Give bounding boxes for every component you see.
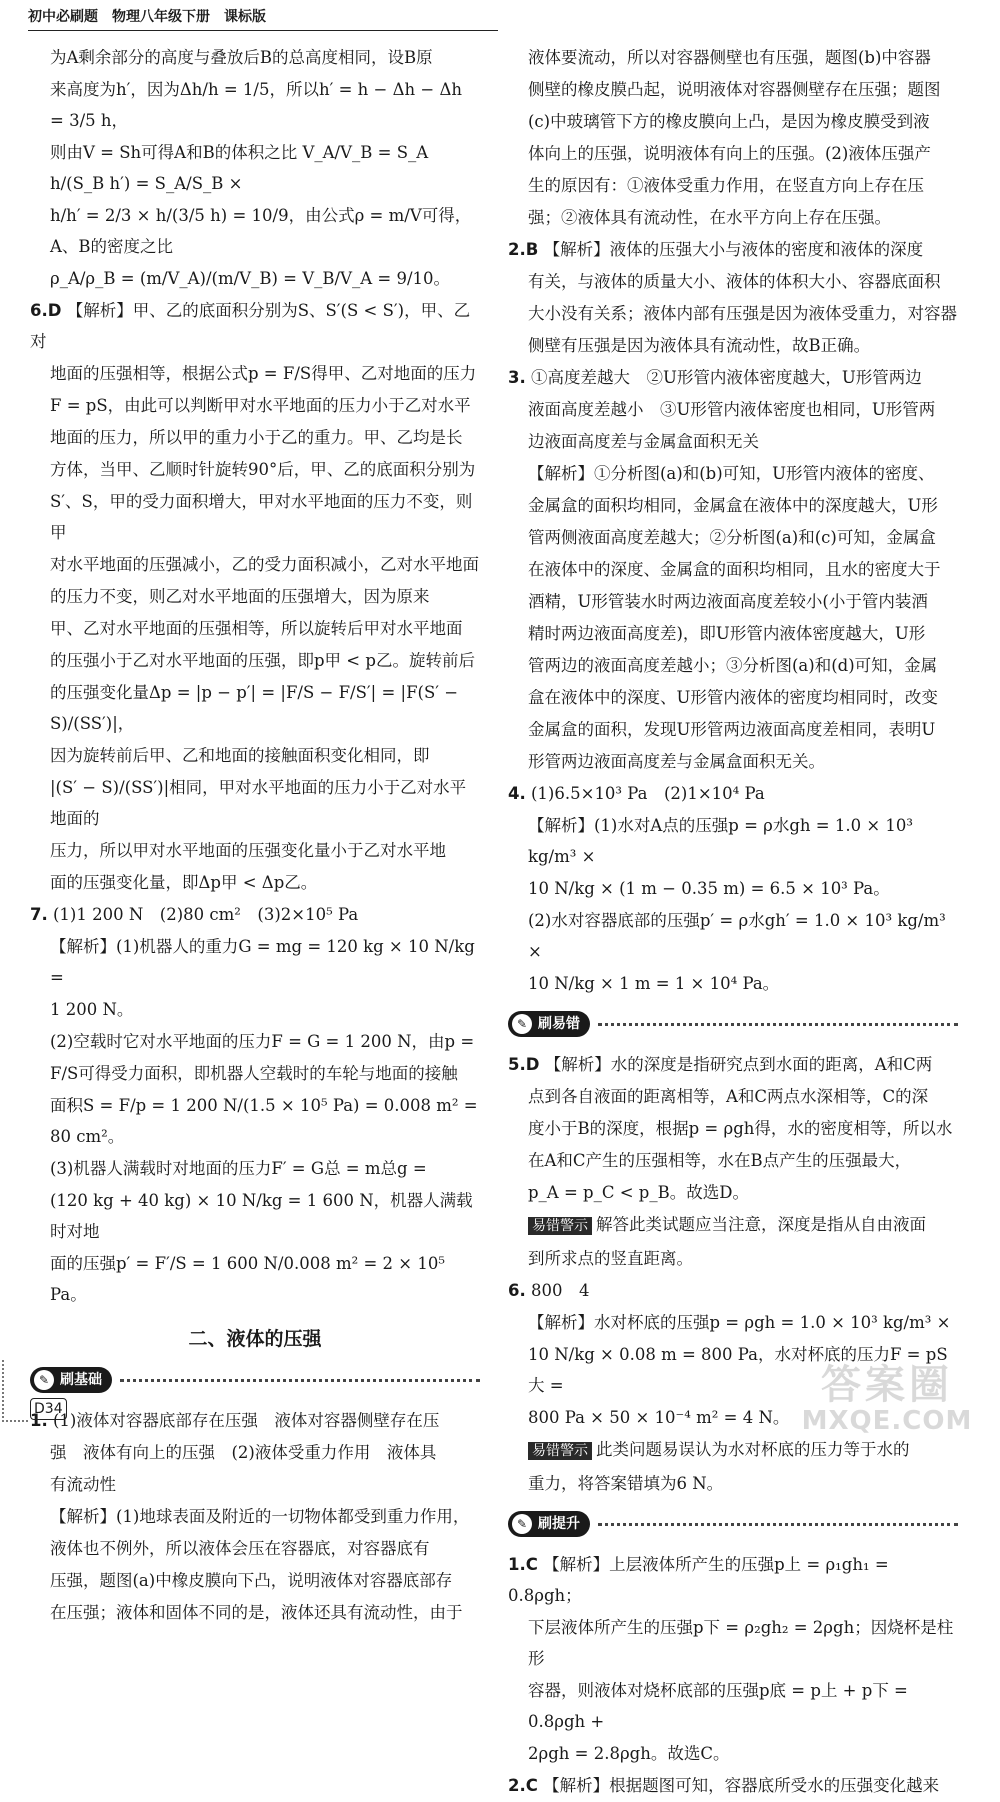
text-line: 在压强；液体和固体不同的是，液体还具有流动性，由于 — [50, 1603, 463, 1622]
answer-item — [508, 1275, 958, 1306]
text-line: (2)水对容器底部的压强p′ = ρ水gh′ = 1.0 × 10³ kg/m³ × — [528, 911, 946, 961]
banner-label: 刷易错 — [538, 1015, 580, 1032]
left-column — [30, 42, 480, 1629]
text-line: 在液体中的深度、金属盒的面积均相同，且水的密度大于 — [528, 560, 941, 579]
text-line: 地面的压强相等，根据公式p = F/S得甲、乙对地面的压力 — [50, 364, 477, 383]
text-line: 重力，将答案错填为6 N。 — [528, 1474, 724, 1493]
watermark-bottom: MXQE.COM — [801, 1406, 973, 1436]
text-line: 【解析】(1)机器人的重力G = mg = 120 kg × 10 N/kg = — [50, 937, 475, 987]
warning-note — [508, 1434, 958, 1467]
brush-icon: ✎ — [34, 1370, 54, 1390]
banner-badge — [508, 1011, 590, 1037]
section-title: 二、液体的压强 — [188, 1328, 322, 1350]
banner-label: 刷基础 — [60, 1371, 102, 1388]
text-line: 有关，与液体的质量大小、液体的体积大小、容器底面积 — [528, 272, 941, 291]
text-line: 形管两边液面高度差与金属盒面积无关。 — [528, 752, 825, 771]
text-line: 压力，所以甲对水平地面的压强变化量小于乙对水平地 — [50, 841, 446, 860]
right-column — [508, 42, 958, 1802]
text-line: 体向上的压强，说明液体有向上的压强。(2)液体压强产 — [528, 144, 931, 163]
dotted-rule — [598, 1023, 958, 1026]
answer-text: 【解析】根据题图可知，容器底所受水的压强变化越来 — [543, 1776, 940, 1795]
text-line: 方体，当甲、乙顺时针旋转90°后，甲、乙的底面积分别为 — [50, 460, 476, 479]
text-line: |(S′ − S)/(SS′)|相同，甲对水平地面的压力小于乙对水平地面的 — [50, 778, 467, 828]
question-number: 1.C — [508, 1555, 538, 1574]
text-line: 的压强小于乙对水平地面的压强，即p甲 < p乙。旋转前后 — [50, 651, 475, 670]
text-line: 面积S = F/p = 1 200 N/(1.5 × 10⁵ Pa) = 0.008 m² = 80 cm²。 — [50, 1096, 478, 1146]
answer-item — [508, 1770, 958, 1801]
answer-item — [508, 778, 958, 809]
dotted-rule — [598, 1523, 958, 1526]
answer-text: (1)1 200 N (2)80 cm² (3)2×10⁵ Pa — [53, 905, 359, 924]
text-line: 下层液体所产生的压强p下 = ρ₂gh₂ = 2ρgh；因烧杯是柱形 — [528, 1618, 954, 1668]
section-banner — [30, 1365, 480, 1395]
answer-text: (1)液体对容器底部存在压强 液体对容器侧壁存在压 — [53, 1411, 440, 1430]
answer-text: (1)6.5×10³ Pa (2)1×10⁴ Pa — [531, 784, 765, 803]
text-line: 管两边的液面高度差越小；③分析图(a)和(d)可知，金属 — [528, 656, 938, 675]
text-line: 液体要流动，所以对容器侧壁也有压强，题图(b)中容器 — [528, 48, 931, 67]
text-line: 甲、乙对水平地面的压强相等，所以旋转后甲对水平地面 — [50, 619, 463, 638]
warning-note — [508, 1209, 958, 1242]
answer-text: 【解析】甲、乙的底面积分别为S、S′(S < S′)，甲、乙对 — [30, 301, 471, 351]
text-line: 液体也不例外，所以液体会压在容器底，对容器底有 — [50, 1539, 430, 1558]
text-line: 【解析】(1)地球表面及附近的一切物体都受到重力作用， — [50, 1507, 470, 1526]
answer-text: 800 4 — [531, 1281, 590, 1300]
answer-item — [508, 1049, 958, 1080]
running-header: 初中必刷题 物理八年级下册 课标版 — [28, 6, 498, 31]
text-line: 对水平地面的压强减小，乙的受力面积减小，乙对水平地面 — [50, 555, 479, 574]
text-line: 强 液体有向上的压强 (2)液体受重力作用 液体具 — [50, 1443, 437, 1462]
answer-item — [508, 1549, 958, 1611]
text-line: 生的原因有：①液体受重力作用，在竖直方向上存在压 — [528, 176, 924, 195]
watermark-top: 答案圈 — [821, 1362, 953, 1408]
text-line: 面的压强p′ = F′/S = 1 600 N/0.008 m² = 2 × 10⁵ Pa。 — [50, 1254, 445, 1304]
question-number: 6.D — [30, 301, 62, 320]
text-line: 液面高度差越小 ③U形管内液体密度也相同，U形管两 — [528, 400, 936, 419]
question-number: 4. — [508, 784, 526, 803]
text-line: 2ρgh = 2.8ρgh。故选C。 — [528, 1744, 730, 1763]
answer-item — [508, 362, 958, 393]
banner-label: 刷提升 — [538, 1515, 580, 1532]
banner-badge — [508, 1511, 590, 1537]
question-number: 1. — [30, 1411, 48, 1430]
answer-text: 【解析】上层液体所产生的压强p上 = ρ₁gh₁ = 0.8ρgh； — [508, 1555, 889, 1605]
text-line: ρ_A/ρ_B = (m/V_A)/(m/V_B) = V_B/V_A = 9/10。 — [50, 269, 451, 288]
text-line: 的压力不变，则乙对水平地面的压强增大，因为原来 — [50, 587, 430, 606]
warning-text: 解答此类试题应当注意，深度是指从自由液面 — [596, 1215, 926, 1234]
warning-tag: 易错警示 — [528, 1442, 592, 1460]
answer-text: ①高度差越大 ②U形管内液体密度越大，U形管两边 — [531, 368, 922, 387]
text-line: h/h′ = 2/3 × h/(3/5 h) = 10/9，由公式ρ = m/V可得，A、B的密度之比 — [50, 206, 472, 256]
text-line: 金属盒的面积，发现U形管两边液面高度差相同，表明U — [528, 720, 936, 739]
question-number: 5.D — [508, 1055, 540, 1074]
text-line: F/S可得受力面积，即机器人空载时的车轮与地面的接触 — [50, 1064, 458, 1083]
dotted-rule — [120, 1379, 480, 1382]
text-line: 侧壁的橡皮膜凸起，说明液体对容器侧壁存在压强；题图 — [528, 80, 941, 99]
question-number: 3. — [508, 368, 526, 387]
warning-text: 此类问题易误认为水对杯底的压力等于水的 — [596, 1440, 910, 1459]
text-line: 来高度为h′，因为Δh/h = 1/5，所以h′ = h − Δh − Δh = 3/5 h， — [50, 80, 463, 130]
answer-text: 【解析】水的深度是指研究点到水面的距离，A和C两 — [544, 1055, 933, 1074]
text-line: 管两侧液面高度差越大；②分析图(a)和(c)可知，金属盒 — [528, 528, 936, 547]
text-line: 800 Pa × 50 × 10⁻⁴ m² = 4 N。 — [528, 1408, 790, 1427]
page-number: D34 — [30, 1398, 67, 1420]
text-line: (2)空载时它对水平地面的压力F = G = 1 200 N，由p = — [50, 1032, 475, 1051]
text-line: 在A和C产生的压强相等，水在B点产生的压强最大， — [528, 1151, 912, 1170]
text-line: 强；②液体具有流动性，在水平方向上存在压强。 — [528, 208, 891, 227]
text-line: 10 N/kg × 1 m = 1 × 10⁴ Pa。 — [528, 974, 780, 993]
text-line: 为A剩余部分的高度与叠放后B的总高度相同，设B原 — [50, 48, 433, 67]
text-line: 边液面高度差与金属盒面积无关 — [528, 432, 759, 451]
text-line: 【解析】(1)水对A点的压强p = ρ水gh = 1.0 × 10³ kg/m³ × — [528, 816, 914, 866]
text-line: 精时两边液面高度差)，即U形管内液体密度越大，U形 — [528, 624, 926, 643]
text-line: 容器，则液体对烧杯底部的压强p底 = p上 + p下 = 0.8ρgh + — [528, 1681, 908, 1731]
text-line: 有流动性 — [50, 1475, 116, 1494]
answer-item — [508, 234, 958, 265]
banner-badge — [30, 1367, 112, 1393]
text-line: 度小于B的深度，根据p = ρgh得，水的密度相等，所以水 — [528, 1119, 953, 1138]
text-line: 到所求点的竖直距离。 — [528, 1249, 693, 1268]
text-line: (c)中玻璃管下方的橡皮膜向上凸，是因为橡皮膜受到液 — [528, 112, 930, 131]
brush-icon: ✎ — [512, 1014, 532, 1034]
text-line: 地面的压力，所以甲的重力小于乙的重力。甲、乙均是长 — [50, 428, 463, 447]
text-line: 大小没有关系；液体内部有压强是因为液体受重力，对容器 — [528, 304, 957, 323]
answer-item — [30, 295, 480, 357]
answer-item — [30, 1405, 480, 1436]
question-number: 6. — [508, 1281, 526, 1300]
brush-icon: ✎ — [512, 1514, 532, 1534]
text-line: 点到各自液面的距离相等，A和C两点水深相等，C的深 — [528, 1087, 929, 1106]
text-line: 【解析】水对杯底的压强p = ρgh = 1.0 × 10³ kg/m³ × — [528, 1313, 951, 1332]
question-number: 2.C — [508, 1776, 538, 1795]
text-line: 压强，题图(a)中橡皮膜向下凸，说明液体对容器底部存 — [50, 1571, 453, 1590]
text-line: F = pS，由此可以判断甲对水平地面的压力小于乙对水平 — [50, 396, 471, 415]
text-line: p_A = p_C < p_B。故选D。 — [528, 1183, 749, 1202]
section-banner — [508, 1009, 958, 1039]
section-banner — [508, 1509, 958, 1539]
warning-tag: 易错警示 — [528, 1217, 592, 1235]
text-line: (3)机器人满载时对地面的压力F′ = G总 = m总g = — [50, 1159, 427, 1178]
text-line: 10 N/kg × (1 m − 0.35 m) = 6.5 × 10³ Pa。 — [528, 879, 890, 898]
answer-text: 【解析】液体的压强大小与液体的密度和液体的深度 — [543, 240, 924, 259]
text-line: 酒精，U形管装水时两边液面高度差较小(小于管内装酒 — [528, 592, 928, 611]
text-line: S′、S，甲的受力面积增大，甲对水平地面的压力不变，则甲 — [50, 492, 473, 542]
text-line: 金属盒的面积均相同，金属盒在液体中的深度越大，U形 — [528, 496, 938, 515]
corner-dotted-border — [2, 1360, 28, 1422]
text-line: 1 200 N。 — [50, 1000, 134, 1019]
text-line: 则由V = Sh可得A和B的体积之比 V_A/V_B = S_A h/(S_B h′) = S_A/S_B × — [50, 143, 429, 193]
text-line: 面的压强变化量，即Δp甲 < Δp乙。 — [50, 873, 318, 892]
question-number: 7. — [30, 905, 48, 924]
text-line: 盒在液体中的深度、U形管内液体的密度均相同时，改变 — [528, 688, 938, 707]
text-line: 【解析】①分析图(a)和(b)可知，U形管内液体的密度、 — [528, 464, 935, 483]
watermark — [792, 1363, 982, 1435]
answer-item — [30, 899, 480, 930]
text-line: 的压强变化量Δp = |p − p′| = |F/S − F/S′| = |F(S′ − S)/(SS′)|， — [50, 683, 459, 733]
text-line: (120 kg + 40 kg) × 10 N/kg = 1 600 N，机器人满载时对地 — [50, 1191, 473, 1241]
text-line: 10 N/kg × 0.08 m = 800 Pa，水对杯底的压力F = pS大 = — [528, 1345, 948, 1395]
question-number: 2.B — [508, 240, 539, 259]
text-line: 因为旋转前后甲、乙和地面的接触面积变化相同，即 — [50, 746, 430, 765]
text-line: 侧壁有压强是因为液体具有流动性，故B正确。 — [528, 336, 871, 355]
